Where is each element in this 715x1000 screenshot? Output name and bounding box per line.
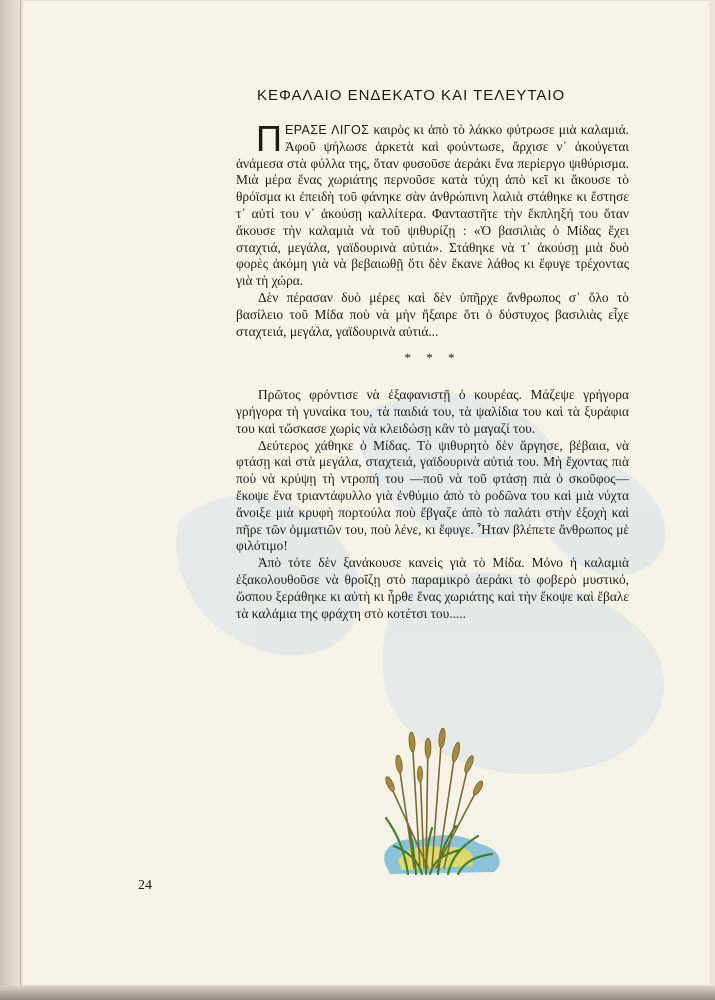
section-separator: * * * bbox=[404, 350, 461, 366]
paragraph: Πρῶτος φρόντισε νὰ ἐξαφανιστῇ ὁ κουρέας. Μάζεψε γρήγορα γρήγορα τὴ γυναίκα του, τὰ παιδιά του, τὰ ψαλίδια του καὶ τὰ ξυράφια του καὶ τὤσκασε χωρὶς νὰ κλειδώσῃ κἂν τὸ μαγαζί του. bbox=[236, 387, 629, 436]
lead-caps: ΕΡΑΣΕ ΛΙΓΟΣ bbox=[285, 123, 370, 137]
opening-paragraph bbox=[236, 118, 629, 290]
paragraph: Δεύτερος χάθηκε ὁ Μίδας. Τὸ ψιθυρητὸ δὲν ἄργησε, βέβαια, νὰ φτάσῃ καὶ στὰ μεγάλα, σταχτειά, γαϊδουρινὰ αὐτιά του. Μὴ ἔχοντας πιὰ ποὺ νὰ κρύψῃ τὴ ντροπή του —ποῦ νὰ τοῦ φτάσῃ πιὰ ὁ σκοῦφος— ἔκοψε ἕνα τριαντάφυλλο γιὰ ἐνθύμιο ἀπὸ τὸ ροδῶνα του καὶ μιὰ νύχτα ἄνοιξε μιὰ κρυφὴ πορτούλα ποὺ ἔβγαζε ἀπὸ τὸ παλάτι στὴν ἐξοχὴ καὶ πῆρε τῶν ὀμματιῶν του, ποὺ λένε, κι ἔφυγε. Ἦταν βλέπετε ἄνθρωπος μὲ φιλότιμο! bbox=[236, 437, 629, 554]
book-spine-edge bbox=[0, 0, 20, 1000]
reed-grass-illustration bbox=[368, 728, 508, 876]
paragraph: Δὲν πέρασαν δυὸ μέρες καὶ δὲν ὑπῆρχε ἄνθρωπος σ᾽ ὅλο τὸ βασίλειο τοῦ Μίδα ποὺ νὰ μὴν ἤξαιρε ὅτι ὁ δύστυχος βασιλιὰς εἶχε σταχτειά, μεγάλα, γαϊδουρινὰ αὐτιά... bbox=[236, 289, 629, 339]
drop-cap: Π bbox=[256, 118, 282, 159]
page-number: 24 bbox=[138, 878, 152, 893]
story-text bbox=[236, 118, 629, 622]
spine-line bbox=[20, 0, 21, 1000]
scan-bottom-edge bbox=[0, 986, 715, 1000]
opening-text: καιρὸς κι ἀπὸ τὸ λάκκο φύτρωσε μιὰ καλαμιά. Ἀφοῦ ψήλωσε ἀρκετὰ καὶ φούντωσε, ἄρχισε ν᾽ ἀκούγεται ἀνάμεσα στὰ φύλλα της, ὅταν φυσοῦσε ἀεράκι ἕνα περίεργο ψιθύρισμα. Μιὰ μέρα ἕνας χωριάτης περνοῦσε κατὰ τύχη ἀπὸ κεῖ κι ἄκουσε τὸ θρόϊσμα κι ἐπειδὴ τοῦ φάνηκε σὰν ἀνθρώπινη λαλιὰ στάθηκε κι ἔστησε τ᾽ αὐτί του ν᾽ ἀκούσῃ καλλίτερα. Φανταστῆτε τὴν ἔκπληξή του ὅταν ἄκουσε τὴν καλαμιὰ νὰ τοῦ ψιθυρίζῃ : «Ὁ βασιλιὰς ὁ Μίδας ἔχει σταχτιά, μεγάλα, γαϊδουρινὰ αὐτιά». Στάθηκε νὰ τ᾽ ἀκούσῃ μιὰ δυὸ φορὲς ἀκόμη γιὰ νὰ βεβαιωθῇ ὅτι δὲν ἔκανε λάθος κι ἔφυγε τρέχοντας γιὰ τὴ χώρα. bbox=[236, 122, 629, 289]
chapter-title: ΚΕΦΑΛΑΙΟ ΕΝΔΕΚΑΤΟ ΚΑΙ ΤΕΛΕΥΤΑΙΟ bbox=[257, 87, 566, 104]
paragraph: Ἀπὸ τότε δὲν ξανάκουσε κανεὶς γιὰ τὸ Μίδα. Μόνο ἡ καλαμιὰ ἐξακολουθοῦσε νὰ θροΐζῃ στὸ παραμικρὸ ἀεράκι τὸ φοβερὸ μυστικό, ὥσπου ξεράθηκε κι αὐτὴ κι ἦρθε ἕνας χωριάτης καὶ τὴν ἔκοψε καὶ ἔβαλε τὰ καλάμια της φράχτη στὸ κοτέτσι του..... bbox=[236, 555, 629, 621]
